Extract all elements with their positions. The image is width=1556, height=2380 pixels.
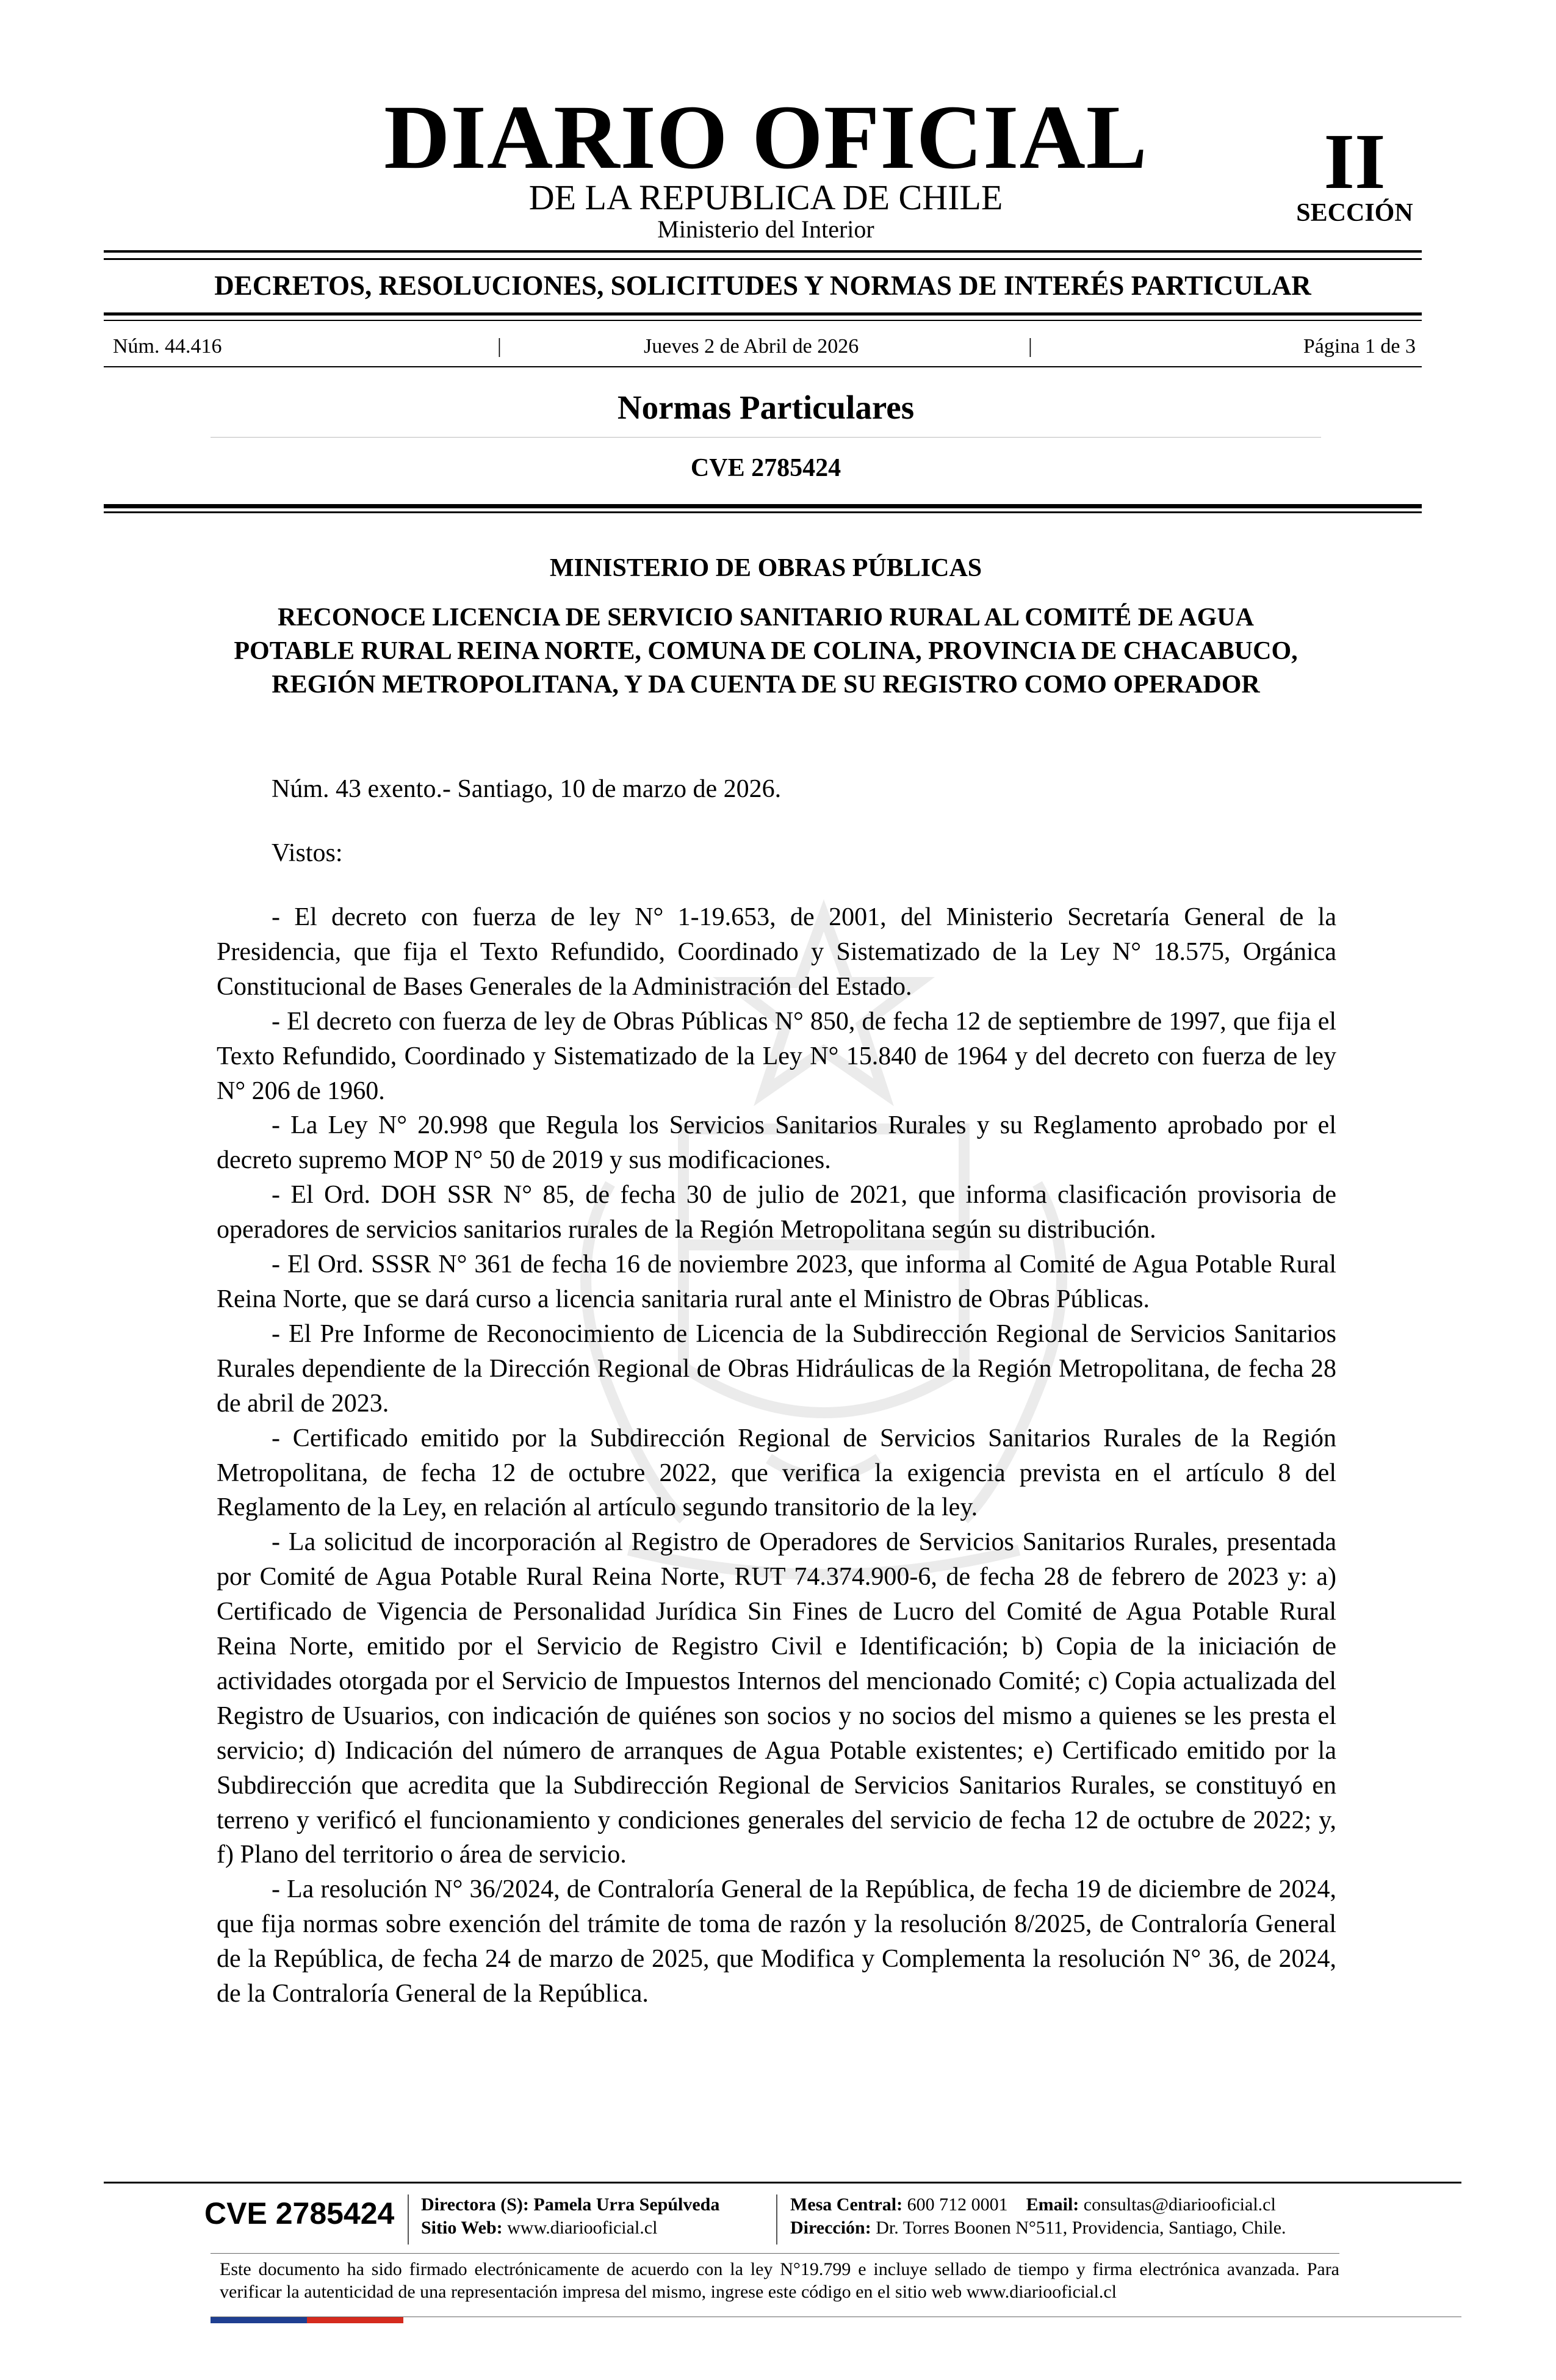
consideration-paragraph: - El decreto con fuerza de ley N° 1-19.653, de 2001, del Ministerio Secretaría General de la Presidencia, que fija el Texto Refundido, Coordinado y Sistematizado de la Ley N° 18.575, Orgánica Constitucional de Bases Generales de la Administración del Estado. bbox=[217, 903, 1336, 1001]
issue-info-row bbox=[113, 334, 1416, 359]
consideration-paragraph: - El Pre Informe de Reconocimiento de Licencia de la Subdirección Regional de Servicios Sanitarios Rurales dependiente de la Dirección Regional de Obras Hidráulicas de la Región Metropolitana, de fecha 28 de abril de 2023. bbox=[217, 1319, 1336, 1418]
issue-separator: | bbox=[497, 335, 502, 358]
footer-web-link[interactable]: www.diariooficial.cl bbox=[507, 2218, 658, 2238]
footer-email-link[interactable]: consultas@diariooficial.cl bbox=[1083, 2194, 1276, 2215]
content-rule bbox=[104, 511, 1422, 513]
footer-director-name: Pamela Urra Sepúlveda bbox=[533, 2194, 720, 2215]
footer-phone-value: 600 712 0001 bbox=[907, 2194, 1008, 2215]
category-heading: Normas Particulares bbox=[617, 389, 915, 426]
band-rule bbox=[104, 320, 1422, 321]
header-rule bbox=[104, 258, 1422, 260]
masthead-subtitle: DE LA REPUBLICA DE CHILE bbox=[528, 178, 1003, 217]
masthead-ministry: Ministerio del Interior bbox=[657, 215, 874, 243]
band-rule bbox=[104, 312, 1422, 316]
consideration-paragraph: - Certificado emitido por la Subdirección Regional de Servicios Sanitarios Rurales de la Región Metropolitana, de fecha 12 de octubre 2022, que verifica la exigencia prevista en el artículo 8 del Reglamento de la Ley, en relación al artículo segundo transitorio de la ley. bbox=[217, 1424, 1336, 1522]
header-rule bbox=[104, 250, 1422, 253]
footer-contact-line bbox=[790, 2193, 1286, 2216]
section-numeral: II bbox=[1324, 118, 1386, 206]
footer-separator bbox=[408, 2194, 409, 2245]
footer-web-label: Sitio Web: bbox=[421, 2218, 503, 2238]
issue-number: Núm. 44.416 bbox=[113, 335, 222, 358]
footer-phone-label: Mesa Central: bbox=[790, 2194, 903, 2215]
footer-rule bbox=[211, 2253, 1339, 2254]
footer-separator bbox=[776, 2194, 777, 2245]
consideration-paragraph: - La Ley N° 20.998 que Regula los Servicios Sanitarios Rurales y su Reglamento aprobado por el decreto supremo MOP N° 50 de 2019 y sus modificaciones. bbox=[217, 1111, 1336, 1175]
considerations-list bbox=[217, 900, 1336, 2011]
decree-title: RECONOCE LICENCIA DE SERVICIO SANITARIO RURAL AL COMITÉ DE AGUA POTABLE RURAL REINA NORTE, COMUNA DE COLINA, PROVINCIA DE CHACABUCO, REGIÓN METROPOLITANA, Y DA CUENTA DE SU REGISTRO COMO OPERADOR bbox=[234, 604, 1298, 699]
footer-rule bbox=[104, 2182, 1461, 2183]
consideration-paragraph: - El decreto con fuerza de ley de Obras Públicas N° 850, de fecha 12 de septiembre de 1997, que fija el Texto Refundido, Coordinado y Sistematizado de la Ley N° 15.840 de 1964 y del decreto con fuerza de ley N° 206 de 1960. bbox=[217, 1007, 1336, 1105]
footer-cve-code: CVE 2785424 bbox=[204, 2196, 395, 2230]
issue-separator: | bbox=[1028, 335, 1032, 358]
consideration-paragraph: - El Ord. SSSR N° 361 de fecha 16 de noviembre 2023, que informa al Comité de Agua Potable Rural Reina Norte, que se dará curso a licencia sanitaria rural ante el Ministro de Obras Públicas. bbox=[217, 1250, 1336, 1313]
section-band-title: DECRETOS, RESOLUCIONES, SOLICITUDES Y NORMAS DE INTERÉS PARTICULAR bbox=[214, 270, 1311, 301]
footer-contact-column bbox=[790, 2193, 1286, 2240]
category-rule bbox=[211, 437, 1321, 438]
issue-rule bbox=[104, 366, 1422, 367]
masthead-title: DIARIO OFICIAL bbox=[384, 87, 1148, 188]
issue-date: Jueves 2 de Abril de 2026 bbox=[644, 335, 859, 358]
consideration-paragraph: - La solicitud de incorporación al Registro de Operadores de Servicios Sanitarios Rurales, presentada por Comité de Agua Potable Rural Reina Norte, RUT 74.374.900-6, de fecha 28 de febrero de 2023 y: a) Certificado de Vigencia de Personalidad Jurídica Sin Fines de Lucro del Comité de Agua Potable Rural Reina Norte, emitido por el Servicio de Registro Civil e Identificación; b) Copia de la iniciación de actividades otorgada por el Servicio de Impuestos Internos del mencionado Comité; c) Copia actualizada del Registro de Usuarios, con indicación de quiénes son socios y no socios del mismo a quienes se les presta el servicio; d) Indicación del número de arranques de Agua Potable existentes; e) Certificado emitido por la Subdirección que acredita que la Subdirección Regional de Servicios Sanitarios Rurales, se constituyó en terreno y verificó el funcionamiento y condiciones generales del servicio de fecha 12 de octubre de 2022; y, f) Plano del territorio o área de servicio. bbox=[217, 1528, 1336, 1869]
issue-page: Página 1 de 3 bbox=[1303, 335, 1416, 358]
section-label: SECCIÓN bbox=[1296, 199, 1413, 227]
flag-stripe-red bbox=[307, 2317, 403, 2323]
footer-address-value: Dr. Torres Boonen N°511, Providencia, Santiago, Chile. bbox=[876, 2218, 1286, 2238]
footer-director-line bbox=[421, 2193, 719, 2216]
footer-address-label: Dirección: bbox=[790, 2218, 871, 2238]
consideration-paragraph: - La resolución N° 36/2024, de Contraloría General de la República, de fecha 19 de diciembre de 2024, que fija normas sobre exención del trámite de toma de razón y la resolución 8/2025, de Contraloría General de la República, de fecha 24 de marzo de 2025, que Modifica y Complementa la resolución N° 36, de 2024, de la Contraloría General de la República. bbox=[217, 1875, 1336, 2008]
decree-number-line: Núm. 43 exento.- Santiago, 10 de marzo de 2026. bbox=[272, 775, 782, 803]
footer-director-column bbox=[421, 2193, 719, 2240]
consideration-paragraph: - El Ord. DOH SSR N° 85, de fecha 30 de julio de 2021, que informa clasificación provisoria de operadores de servicios sanitarios rurales de la Región Metropolitana según su distribución. bbox=[217, 1181, 1336, 1244]
footer-web-line bbox=[421, 2216, 719, 2240]
vistos-heading: Vistos: bbox=[272, 839, 343, 867]
ministry-heading: MINISTERIO DE OBRAS PÚBLICAS bbox=[549, 554, 982, 582]
footer-director-label: Directora (S): bbox=[421, 2194, 529, 2215]
footer-legal-notice: Este documento ha sido firmado electrónicamente de acuerdo con la ley N°19.799 e incluye sellado de tiempo y firma electrónica avanzada. Para verificar la autenticidad de una representación impresa del mismo, ingrese este código en el sitio web www.diariooficial.cl bbox=[220, 2259, 1339, 2302]
cve-code: CVE 2785424 bbox=[690, 454, 841, 482]
content-rule bbox=[104, 504, 1422, 508]
footer-email-label: Email: bbox=[1026, 2194, 1079, 2215]
flag-stripe-blue bbox=[211, 2317, 307, 2323]
footer-address-line bbox=[790, 2216, 1286, 2240]
